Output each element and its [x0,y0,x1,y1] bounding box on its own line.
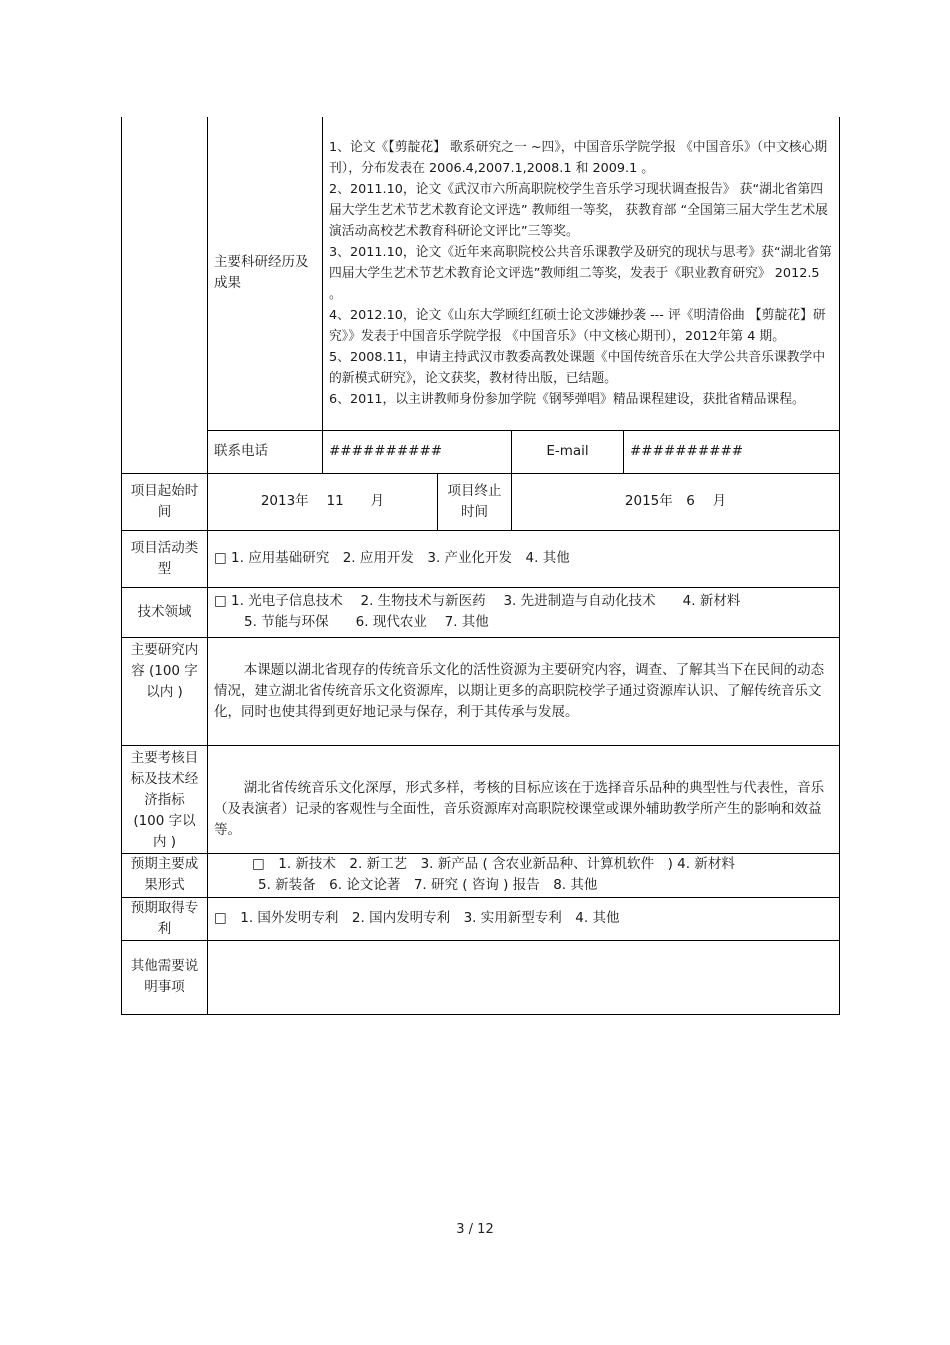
tech-field-label: 技术领域 [122,587,208,637]
other-row [122,940,840,1014]
achievement-item: 1、论文《【剪靛花】 歌系研究之一 ~四》，中国音乐学院学报 《中国音乐》（中文核心期刊），分布发表在 2006.4,2007.1,2008.1 和 2009.1 。 [329,139,828,176]
other-label: 其他需要说明事项 [122,940,208,1014]
tech-field-row [122,587,840,637]
blank-cell [122,117,208,473]
phone-value: ########## [323,430,512,473]
content-paragraph: 本课题以湖北省现存的传统音乐文化的活性资源为主要研究内容，调查、了解其当下在民间的动态情况，建立湖北省传统音乐文化资源库，以期让更多的高职院校学子通过资源库认识、了解传统音乐文化，同时也使其得到更好地记录与保存，利于其传承与发展。 [214,661,825,720]
achievement-item: 5、2008.11，申请主持武汉市教委高教处课题《中国传统音乐在大学公共音乐课教学中的新模式研究》，论文获奖，教材待出版，已结题。 [329,349,826,386]
patent-options: □ 1. 国外发明专利 2. 国内发明专利 3. 实用新型专利 4. 其他 [208,897,840,940]
email-label: E-mail [512,430,624,473]
patent-row [122,897,840,940]
results-row [122,853,840,897]
targets-row [122,745,840,853]
contact-row [122,430,840,473]
research-label: 主要科研经历及成果 [208,117,323,430]
email-value: ########## [624,430,840,473]
phone-label: 联系电话 [208,430,323,473]
other-value [208,940,840,1014]
start-date-label: 项目起始时间 [122,473,208,530]
results-line-2: 5. 新装备 6. 论文论著 7. 研究 ( 咨询 ) 报告 8. 其他 [258,877,598,893]
achievement-item: 3、2011.10，论文《近年来高职院校公共音乐课教学及研究的现状与思考》获“湖北省第四届大学生艺术节艺术教育论文评选”教师组二等奖，发表于《职业教育研究》 2012.5 。 [329,244,832,302]
content-text [208,637,840,745]
activity-type-options: □ 1. 应用基础研究 2. 应用开发 3. 产业化开发 4. 其他 [208,530,840,587]
targets-paragraph: 湖北省传统音乐文化深厚，形式多样，考核的目标应该在于选择音乐品种的典型性与代表性，音乐（及表演者）记录的客观性与全面性，音乐资源库对高职院校课堂或课外辅助教学所产生的影响和效益等。 [214,779,825,838]
content-label: 主要研究内容 (100 字以内 ) [122,637,208,745]
tech-field-options [208,587,840,637]
research-row [122,117,840,430]
page-number: 3 / 12 [456,1222,494,1237]
end-date-label: 项目终止时间 [438,473,512,530]
results-line-1: □ 1. 新技术 2. 新工艺 3. 新产品 ( 含农业新品种、计算机软件 ) 4. 新材料 [252,856,735,872]
project-form-table [121,117,840,1015]
achievement-item: 4、2012.10，论文《山东大学顾红红硕士论文涉嫌抄袭 --- 评《明清俗曲 【剪靛花】研究》》发表于中国音乐学院学报 《中国音乐》（中文核心期刊），2012年第 4 期。 [329,307,826,344]
activity-type-row [122,530,840,587]
patent-label: 预期取得专 利 [122,897,208,940]
results-label: 预期主要成果形式 [122,853,208,897]
research-achievements [323,117,840,430]
content-row [122,637,840,745]
tech-field-line-2: 5. 节能与环保 6. 现代农业 7. 其他 [244,614,489,630]
end-date-value: 2015年 6 月 [512,473,840,530]
targets-label: 主要考核目标及技术经济指标 (100 字以内 ) [122,745,208,853]
tech-field-line-1: □ 1. 光电子信息技术 2. 生物技术与新医药 3. 先进制造与自动化技术 4. 新材料 [214,593,741,609]
achievement-item: 2、2011.10，论文《武汉市六所高职院校学生音乐学习现状调查报告》 获“湖北省第四届大学生艺术节艺术教育论文评选” 教师组一等奖， 获教育部 “全国第三届大学生艺术展演活动高校艺术教育科研论文评比”三等奖。 [329,181,828,239]
start-date-value: 2013年 11 月 [208,473,438,530]
dates-row [122,473,840,530]
results-options [208,853,840,897]
achievement-item: 6、2011，以主讲教师身份参加学院《钢琴弹唱》精品课程建设，获批省精品课程。 [329,391,805,407]
targets-text [208,745,840,853]
activity-type-label: 项目活动类型 [122,530,208,587]
